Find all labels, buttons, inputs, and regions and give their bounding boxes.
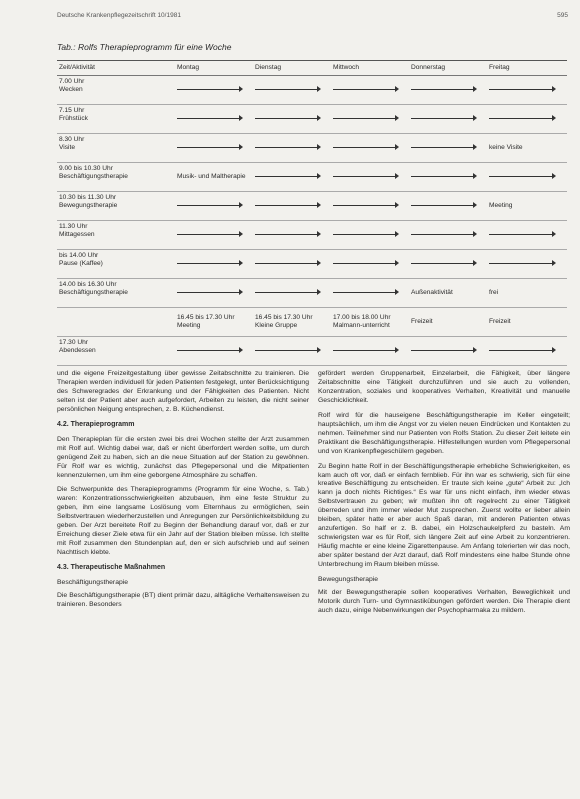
cell-text: frei: [489, 289, 499, 296]
activity-cell: [57, 134, 175, 163]
day-cell: [331, 134, 409, 163]
table-row: [57, 250, 567, 279]
day-cell: [253, 105, 331, 134]
continuation-arrow-icon: [177, 234, 241, 241]
activity-cell: [57, 308, 175, 337]
continuation-arrow-icon: [333, 292, 397, 299]
continuation-arrow-icon: [177, 205, 241, 212]
day-cell: [331, 250, 409, 279]
day-cell: [331, 308, 409, 337]
continuation-arrow-icon: [489, 176, 554, 183]
table-header-row: [57, 61, 567, 76]
cell-text: Freizeit: [411, 318, 433, 325]
activity-label: Mittagessen: [59, 231, 95, 238]
table-body: [57, 76, 567, 366]
cell-text: Freizeit: [489, 318, 511, 325]
day-cell: [409, 76, 487, 105]
journal-header: Deutsche Krankenpflegezeitschrift 10/1981: [57, 12, 181, 19]
day-cell: [331, 221, 409, 250]
paragraph: Die Schwerpunkte des Therapieprogramms (Programm für eine Woche, s. Tab.) waren: Konzentrationsschwierigkeiten abzubauen, ihm eine feste Struktur zu geben, ihm eine langsame Loslösung vom Elternhaus zu ermöglichen, sein Selbstvertrauen wiederherzustellen und Anregungen zur Persönlichkeitsbildung zu geben. Der Arzt bereitete Rolf zu Beginn der Behandlung darauf vor, daß er zur Erreichung dieser Ziele etwa für ein Jahr auf der Station bleiben müsse. Ich stellte mit Rolf zusammen den Stundenplan auf, den er sich aufschrieb und auf seinen Nachttisch klebte.: [57, 486, 309, 557]
day-cell: [409, 221, 487, 250]
day-cell: [253, 76, 331, 105]
section-heading: 4.2. Therapieprogramm: [57, 420, 135, 428]
activity-cell: [57, 221, 175, 250]
day-cell: [331, 279, 409, 308]
continuation-arrow-icon: [333, 234, 397, 241]
paragraph: gefördert werden Gruppenarbeit, Einzelarbeit, die Fähigkeit, über längere Zeitabschnitte eine Tätigkeit durchzuführen und sie auch zu vollenden, Konzentration, soziales und kooperatives Verhalten, Kreativität und manuelle Geschicklichkeit.: [318, 370, 570, 404]
continuation-arrow-icon: [333, 147, 397, 154]
continuation-arrow-icon: [255, 292, 319, 299]
day-cell: [253, 134, 331, 163]
day-cell: [487, 134, 567, 163]
activity-time: 10.30 bis 11.30 Uhr: [59, 194, 117, 201]
day-cell: [487, 192, 567, 221]
cell-text: 17.00 bis 18.00 Uhr Malmann-unterricht: [333, 314, 391, 329]
day-cell: [175, 221, 253, 250]
day-cell: [409, 134, 487, 163]
activity-time: 14.00 bis 16.30 Uhr: [59, 281, 117, 288]
day-cell: [253, 279, 331, 308]
continuation-arrow-icon: [255, 176, 319, 183]
cell-text: Meeting: [489, 202, 513, 209]
activity-time: 7.00 Uhr: [59, 78, 85, 85]
continuation-arrow-icon: [333, 263, 397, 270]
table-title: Tab.: Rolfs Therapieprogramm für eine Woche: [57, 42, 232, 52]
continuation-arrow-icon: [411, 205, 475, 212]
paragraph: Die Beschäftigungstherapie (BT) dient primär dazu, alltägliche Verhaltensweisen zu trainieren. Besonders: [57, 592, 309, 608]
day-cell: [409, 337, 487, 366]
day-cell: [409, 250, 487, 279]
therapy-table: [57, 60, 567, 366]
paragraph: und die eigene Freizeitgestaltung über gewisse Zeitabschnitte zu trainieren. Die Therapien werden individuell für jeden Patienten festgelegt, unter Berücksichtigung des Schweregrades der Erkrankung und der Fähigkeiten des Patienten. Nicht selten ist der Patient aber auch aufgefordert, Arbeiten zu leisten, die nicht seiner persönlichen Neigung entsprechen, z. B. Küchendienst.: [57, 370, 309, 413]
day-cell: [331, 76, 409, 105]
day-cell: [487, 163, 567, 192]
continuation-arrow-icon: [411, 118, 475, 125]
cell-text: Außenaktivität: [411, 289, 453, 296]
column-header: Zeit/Aktivität: [57, 61, 175, 76]
activity-cell: [57, 192, 175, 221]
continuation-arrow-icon: [333, 118, 397, 125]
continuation-arrow-icon: [411, 89, 475, 96]
activity-cell: [57, 163, 175, 192]
activity-time: 17.30 Uhr: [59, 339, 88, 346]
day-cell: [331, 192, 409, 221]
table-row: [57, 105, 567, 134]
activity-cell: [57, 76, 175, 105]
day-cell: [331, 105, 409, 134]
subsection-heading: Beschäftigungstherapie: [57, 579, 129, 587]
activity-label: Abendessen: [59, 347, 96, 354]
day-cell: [253, 308, 331, 337]
day-cell: [175, 105, 253, 134]
day-cell: [487, 337, 567, 366]
paragraph: Rolf wird für die hauseigene Beschäftigungstherapie im Keller eingeteilt; hauptsächlich, um ihm die Angst vor zu vielen neuen Eindrücken und Kontakten zu nehmen. Teilnehmer sind nur Patienten von Rolfs Station. Zu dieser Zeit leitete ein Praktikant die Beschäftigungstherapie. Hilfestellungen wurden vom Pflegepersonal und von Krankenpflegeschülern gegeben.: [318, 411, 570, 455]
cell-text: keine Visite: [489, 144, 523, 151]
day-cell: [253, 163, 331, 192]
day-cell: [487, 250, 567, 279]
table-row: [57, 76, 567, 105]
continuation-arrow-icon: [177, 263, 241, 270]
activity-cell: [57, 337, 175, 366]
day-cell: [175, 192, 253, 221]
activity-label: Frühstück: [59, 115, 88, 122]
continuation-arrow-icon: [255, 147, 319, 154]
day-cell: [331, 337, 409, 366]
continuation-arrow-icon: [489, 89, 554, 96]
day-cell: [487, 221, 567, 250]
table-row: [57, 337, 567, 366]
continuation-arrow-icon: [177, 118, 241, 125]
day-cell: [409, 163, 487, 192]
day-cell: [487, 279, 567, 308]
day-cell: [409, 105, 487, 134]
day-cell: [175, 134, 253, 163]
day-cell: [175, 308, 253, 337]
activity-label: Bewegungstherapie: [59, 202, 118, 209]
continuation-arrow-icon: [255, 234, 319, 241]
subsection-heading: Bewegungstherapie: [318, 576, 379, 584]
continuation-arrow-icon: [255, 205, 319, 212]
section-heading: 4.3. Therapeutische Maßnahmen: [57, 564, 166, 572]
right-text-column: [318, 370, 570, 622]
continuation-arrow-icon: [255, 118, 319, 125]
paragraph: Den Therapieplan für die ersten zwei bis drei Wochen stellte der Arzt zusammen mit Rolf auf. Wichtig dabei war, daß er nicht überfordert werden sollte, um durch genügend Zeit zu haben, sich an die neue Situation auf der Station zu gewöhnen. Für Rolf war es wichtig, zunächst das Pflegepersonal und die Mitpatienten kennenzulernen, um ihm eine geborgene Atmosphäre zu schaffen.: [57, 435, 309, 479]
continuation-arrow-icon: [489, 350, 554, 357]
continuation-arrow-icon: [333, 205, 397, 212]
day-cell: [253, 337, 331, 366]
day-cell: [487, 105, 567, 134]
continuation-arrow-icon: [333, 89, 397, 96]
day-cell: [331, 163, 409, 192]
day-cell: [175, 76, 253, 105]
activity-label: Wecken: [59, 86, 83, 93]
paragraph: Mit der Bewegungstherapie sollen kooperatives Verhalten, Beweglichkeit und Motorik durch Turn- und Gymnastikübungen gefördert werden. Die Therapie dient auch dazu, einige Nebenwirkungen der Psychopharmaka zu mildern.: [318, 588, 570, 614]
day-cell: [487, 308, 567, 337]
cell-text: 16.45 bis 17.30 Uhr Kleine Gruppe: [255, 314, 313, 329]
activity-time: 9.00 bis 10.30 Uhr: [59, 165, 113, 172]
activity-label: Pause (Kaffee): [59, 260, 103, 267]
continuation-arrow-icon: [255, 263, 319, 270]
paragraph: Zu Beginn hatte Rolf in der Beschäftigungstherapie erhebliche Schwierigkeiten, es kam auch oft vor, daß er einfach fernblieb. Für ihn war es schwierig, sich für eine kreative Beschäftigung zu entscheiden. Er traute sich keine „gute“ Arbeit zu: „Ich kann ja doch nichts Richtiges.“ Es war für uns nicht einfach, ihm wieder etwas Selbstvertrauen zu geben; wir mußten ihn oft regelrecht zu einer Tätigkeit überreden und ihm immer wieder Mut zusprechen. Zuerst wollte er lieber allein bleiben, später hatte er aber auch Spaß daran, mit anderen Patienten etwas anzufertigen. So half er z. B. dabei, ein Holzschaukelpferd zu basteln. Am schwierigsten war es für Rolf, sich längere Zeit auf eine Arbeit zu konzentrieren. Häufig machte er eine kleine Zigarettenpause. Am Anfang tolerierten wir das noch, aber später bestand der Arzt darauf, daß Rolf mindestens eine halbe Stunde ohne Unterbrechung im Raum bleiben müsse.: [318, 462, 570, 569]
activity-label: Beschäftigungstherapie: [59, 173, 128, 180]
activity-time: bis 14.00 Uhr: [59, 252, 99, 259]
continuation-arrow-icon: [177, 89, 241, 96]
activity-time: 7.15 Uhr: [59, 107, 85, 114]
continuation-arrow-icon: [489, 234, 554, 241]
activity-cell: [57, 279, 175, 308]
day-cell: [253, 250, 331, 279]
continuation-arrow-icon: [177, 350, 241, 357]
continuation-arrow-icon: [489, 263, 554, 270]
continuation-arrow-icon: [411, 234, 475, 241]
table-row: [57, 192, 567, 221]
column-header: Donnerstag: [409, 61, 487, 76]
cell-text: 16.45 bis 17.30 Uhr Meeting: [177, 314, 235, 329]
table-row: [57, 163, 567, 192]
continuation-arrow-icon: [411, 350, 475, 357]
day-cell: [409, 279, 487, 308]
page-number: 595: [557, 12, 568, 19]
day-cell: [409, 308, 487, 337]
continuation-arrow-icon: [333, 176, 397, 183]
continuation-arrow-icon: [255, 350, 319, 357]
activity-cell: [57, 250, 175, 279]
column-header: Dienstag: [253, 61, 331, 76]
activity-cell: [57, 105, 175, 134]
table-row: [57, 279, 567, 308]
continuation-arrow-icon: [411, 147, 475, 154]
continuation-arrow-icon: [333, 350, 397, 357]
activity-label: Visite: [59, 144, 76, 151]
day-cell: [409, 192, 487, 221]
day-cell: [175, 250, 253, 279]
activity-label: Beschäftigungstherapie: [59, 289, 128, 296]
day-cell: [175, 279, 253, 308]
table-row: [57, 134, 567, 163]
column-header: Mittwoch: [331, 61, 409, 76]
column-header: Freitag: [487, 61, 567, 76]
column-header: Montag: [175, 61, 253, 76]
activity-time: 11.30 Uhr: [59, 223, 88, 230]
table-row: [57, 221, 567, 250]
continuation-arrow-icon: [411, 263, 475, 270]
day-cell: [253, 192, 331, 221]
activity-time: 8.30 Uhr: [59, 136, 85, 143]
continuation-arrow-icon: [489, 118, 554, 125]
left-text-column: [57, 370, 309, 616]
continuation-arrow-icon: [177, 147, 241, 154]
continuation-arrow-icon: [177, 292, 241, 299]
table-row: [57, 308, 567, 337]
continuation-arrow-icon: [411, 176, 475, 183]
continuation-arrow-icon: [255, 89, 319, 96]
day-cell: [487, 76, 567, 105]
day-cell: [253, 221, 331, 250]
day-cell: [175, 163, 253, 192]
cell-text: Musik- und Maltherapie: [177, 173, 246, 180]
day-cell: [175, 337, 253, 366]
